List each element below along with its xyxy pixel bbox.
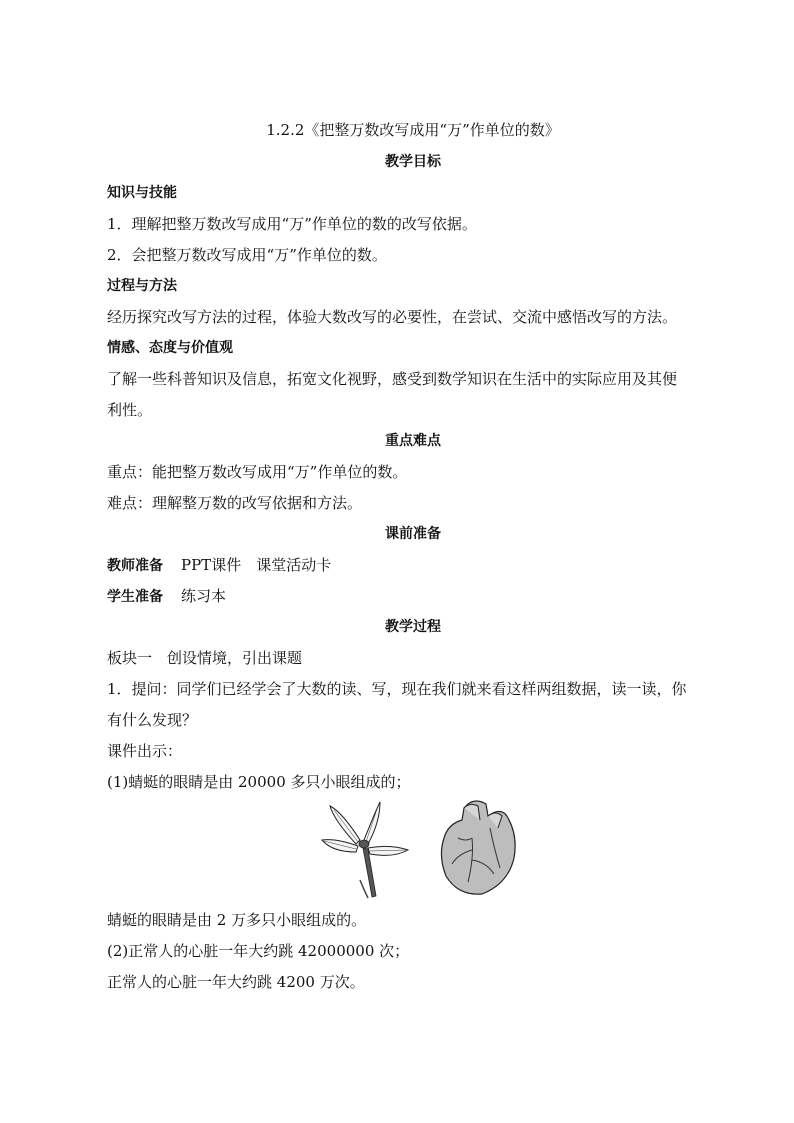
dragonfly-illustration xyxy=(320,800,415,900)
process2-heading: 教学过程 xyxy=(385,619,441,635)
knowledge-heading: 知识与技能 xyxy=(107,185,177,201)
keypoints-heading: 重点难点 xyxy=(385,433,441,449)
question-line2: 有什么发现？ xyxy=(107,711,198,729)
section1-heading: 板块一 创设情境，引出课题 xyxy=(107,649,303,667)
student-prep-label: 学生准备 xyxy=(107,589,163,605)
emotion-text-line1: 了解一些科普知识及信息，拓宽文化视野，感受到数学知识在生活中的实际应用及其便 xyxy=(107,370,678,388)
objectives-heading: 教学目标 xyxy=(385,154,441,170)
question-line1: 1．提问：同学们已经学会了大数的读、写，现在我们就来看这样两组数据，读一读，你 xyxy=(107,680,687,698)
teacher-prep-items: PPT课件 课堂活动卡 xyxy=(181,556,332,574)
knowledge-item-1: 1．理解把整万数改写成用“万”作单位的数的改写依据。 xyxy=(107,215,477,233)
student-prep-items: 练习本 xyxy=(181,587,227,605)
item2-text: (2)正常人的心脏一年大约跳 42000000 次； xyxy=(107,942,410,960)
key-point: 重点：能把整万数改写成用“万”作单位的数。 xyxy=(107,463,408,481)
process-heading: 过程与方法 xyxy=(107,278,177,294)
prep-heading: 课前准备 xyxy=(385,526,441,542)
difficult-point: 难点：理解整万数的改写依据和方法。 xyxy=(107,494,363,512)
emotion-text-line2: 利性。 xyxy=(107,401,153,419)
document-title: 1.2.2《把整万数改写成用“万”作单位的数》 xyxy=(266,121,560,139)
teacher-prep xyxy=(107,555,719,576)
teacher-prep-label: 教师准备 xyxy=(107,558,163,574)
item1-rewrite: 蜻蜓的眼睛是由 2 万多只小眼组成的。 xyxy=(107,911,367,929)
process-text: 经历探究改写方法的过程，体验大数改写的必要性，在尝试、交流中感悟改写的方法。 xyxy=(107,308,678,326)
item2-rewrite: 正常人的心脏一年大约跳 4200 万次。 xyxy=(107,973,365,991)
student-prep xyxy=(107,586,719,607)
item1-text: (1)蜻蜓的眼睛是由 20000 多只小眼组成的； xyxy=(107,773,411,791)
knowledge-item-2: 2．会把整万数改写成用“万”作单位的数。 xyxy=(107,246,387,264)
emotion-heading: 情感、态度与价值观 xyxy=(107,340,233,356)
heart-illustration xyxy=(438,798,520,898)
courseware-label: 课件出示： xyxy=(107,742,183,760)
